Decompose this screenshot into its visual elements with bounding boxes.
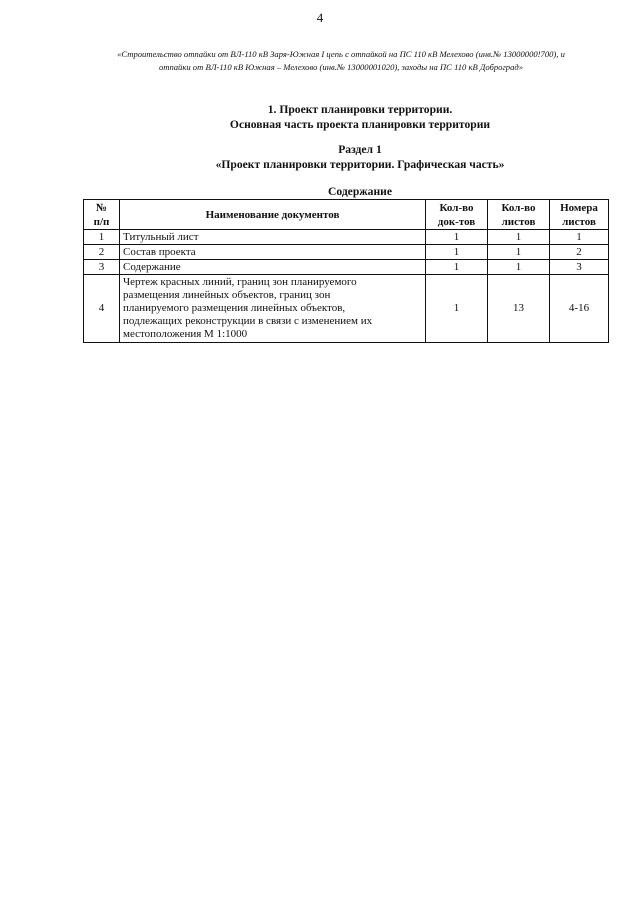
running-header-line-2: отпайки от ВЛ-110 кВ Южная – Мелехово (инв.№ 13000001020), заходы на ПС 110 кВ Доброград» xyxy=(158,62,524,72)
cell-docs: 1 xyxy=(426,275,488,343)
table-row xyxy=(84,245,609,260)
part-heading-line-2: «Проект планировки территории. Графическая часть» xyxy=(215,158,505,171)
part-heading xyxy=(60,142,640,172)
header-sheets: Кол-во листов xyxy=(488,200,550,230)
header-num: № п/п xyxy=(84,200,120,230)
cell-docs: 1 xyxy=(426,230,488,245)
cell-docs: 1 xyxy=(426,245,488,260)
table-row xyxy=(84,260,609,275)
running-header-line-1: «Строительство отпайки от ВЛ-110 кВ Заря-Южная I цепь с отпайкой на ПС 110 кВ Мелехово (инв.№ 13000000!700), и xyxy=(117,49,565,59)
cell-sheet-numbers: 3 xyxy=(550,260,609,275)
table-row xyxy=(84,275,609,343)
section-heading-line-1: 1. Проект планировки территории. xyxy=(267,103,453,116)
section-heading-line-2: Основная часть проекта планировки территории xyxy=(229,118,491,131)
page-number: 4 xyxy=(316,10,324,25)
cell-name: Титульный лист xyxy=(120,230,426,245)
table-header-row xyxy=(84,200,609,230)
cell-num: 1 xyxy=(84,230,120,245)
cell-sheets: 1 xyxy=(488,245,550,260)
cell-num: 2 xyxy=(84,245,120,260)
header-name: Наименование документов xyxy=(120,200,426,230)
contents-table xyxy=(83,199,609,343)
part-heading-line-1: Раздел 1 xyxy=(338,143,382,156)
cell-name: Состав проекта xyxy=(120,245,426,260)
contents-title-text: Содержание xyxy=(327,185,392,198)
running-header xyxy=(78,48,604,74)
cell-name: Чертеж красных линий, границ зон планируемого размещения линейных объектов, границ зон планируемого размещения линейных объектов, подлежащих реконструкции в связи с изменением их местоположения М 1:1000 xyxy=(120,275,426,343)
cell-sheet-numbers: 2 xyxy=(550,245,609,260)
table-row xyxy=(84,230,609,245)
header-docs: Кол-во док-тов xyxy=(426,200,488,230)
cell-docs: 1 xyxy=(426,260,488,275)
cell-sheets: 1 xyxy=(488,230,550,245)
section-heading xyxy=(60,102,640,132)
cell-sheets: 1 xyxy=(488,260,550,275)
header-sheet-numbers: Номера листов xyxy=(550,200,609,230)
cell-num: 3 xyxy=(84,260,120,275)
cell-num: 4 xyxy=(84,275,120,343)
cell-name: Содержание xyxy=(120,260,426,275)
contents-title xyxy=(60,185,640,199)
cell-sheets: 13 xyxy=(488,275,550,343)
cell-sheet-numbers: 1 xyxy=(550,230,609,245)
cell-sheet-numbers: 4-16 xyxy=(550,275,609,343)
